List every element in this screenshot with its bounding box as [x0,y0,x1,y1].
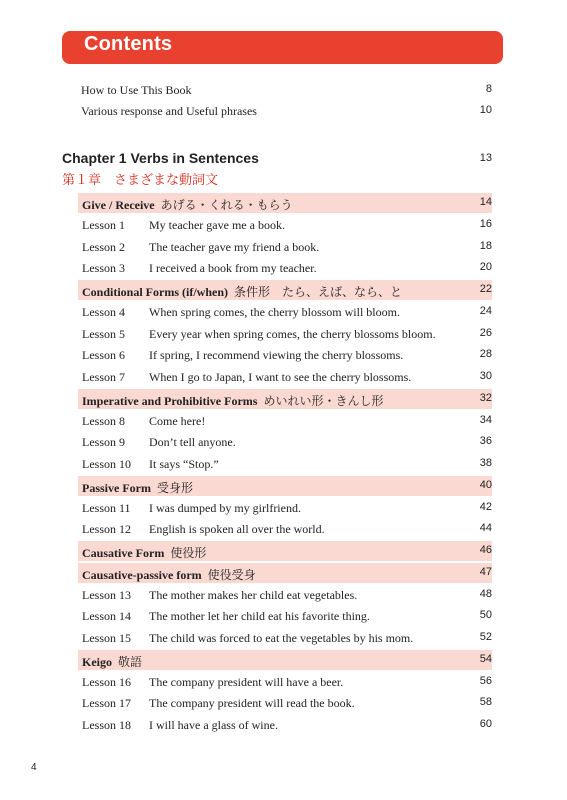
toc-section-row[interactable] [78,280,492,300]
page-ref: 56 [479,674,492,687]
toc-entry-how-to-use[interactable] [81,81,492,101]
toc-section-row[interactable] [78,193,492,213]
page-ref: 26 [479,326,492,339]
toc-lesson-row[interactable] [78,237,492,257]
lesson-number: Lesson 7 [82,370,125,384]
section-title-en: Conditional Forms (if/when) [82,285,229,299]
lesson-number: Lesson 16 [82,674,131,689]
section-title [82,566,256,583]
lesson-title: When spring comes, the cherry blossom will bloom. [149,304,400,319]
toc-lesson-row[interactable] [78,302,492,322]
section-title [82,653,142,670]
toc-lesson-row[interactable] [78,498,492,518]
lesson-title: I received a book from my teacher. [149,261,317,276]
page-title: Contents [84,33,173,55]
toc-section-row[interactable] [78,563,492,583]
lesson-title: If spring, I recommend viewing the cherry blossoms. [149,348,404,363]
page-ref: 32 [479,391,492,404]
chapter-page: 13 [479,152,492,164]
page-ref: 44 [479,522,492,535]
page-ref: 36 [479,435,492,448]
contents-header [62,31,503,64]
page-ref: 28 [479,348,492,361]
lesson-number: Lesson 5 [82,326,125,341]
lesson-number: Lesson 15 [82,631,131,645]
toc-lesson-row[interactable] [78,693,492,713]
section-title-en: Imperative and Prohibitive Forms [82,393,258,408]
toc-lesson-row[interactable] [78,715,492,735]
toc-entry-page: 8 [485,83,492,95]
toc-lesson-row[interactable] [78,519,492,539]
page-ref: 54 [479,652,492,665]
chapter-jp-title: 第１章 さまざまな動詞文 [62,172,219,187]
toc-lesson-row[interactable] [78,411,492,431]
lesson-title: Every year when spring comes, the cherry blossoms bloom. [149,326,436,341]
section-title [82,544,206,561]
section-title-jp: 条件形 たら、えば、なら、と [234,285,403,299]
lesson-title: The teacher gave my friend a book. [149,239,320,254]
toc-lesson-row[interactable] [78,585,492,605]
page-ref: 46 [479,544,492,556]
lesson-title: I was dumped by my girlfriend. [149,500,301,515]
section-title-jp: あげる・くれる・もらう [160,198,293,212]
section-title-en: Passive Form [82,480,151,495]
section-title [82,196,293,213]
chapter-title: Chapter 1 Verbs in Sentences [62,150,259,166]
toc-lesson-row[interactable] [78,367,492,387]
section-title-en: Keigo [82,654,112,669]
page-ref: 40 [479,478,492,491]
page-ref: 24 [479,304,492,317]
page-ref: 42 [479,500,492,513]
lesson-number: Lesson 13 [82,587,131,602]
toc-lesson-row[interactable] [78,258,492,278]
page-ref: 47 [479,565,492,578]
toc-section-row[interactable] [78,389,492,409]
page-ref: 38 [479,457,492,469]
lesson-title: The company president will have a beer. [149,674,344,689]
toc-section-row[interactable] [78,541,492,561]
page-ref: 14 [479,196,492,208]
lesson-number: Lesson 8 [82,413,125,428]
toc-lesson-row[interactable] [78,454,492,474]
toc-section-row[interactable] [78,476,492,496]
section-title-jp: 使役形 [170,546,207,560]
lesson-title: It says “Stop.” [149,457,219,471]
lesson-number: Lesson 3 [82,261,125,276]
page-ref: 60 [479,718,492,730]
lesson-title: I will have a glass of wine. [149,718,278,732]
section-title [82,479,193,496]
lesson-title: The company president will read the book. [149,696,355,711]
lesson-number: Lesson 6 [82,348,125,363]
toc-lesson-row[interactable] [78,432,492,452]
page-ref: 34 [479,413,492,426]
section-title-jp: めいれい形・きんし形 [263,393,384,408]
page-ref: 48 [479,587,492,600]
lesson-number: Lesson 12 [82,522,131,537]
section-title-en: Causative Form [82,546,165,560]
lesson-title: When I go to Japan, I want to see the cherry blossoms. [149,370,412,384]
page-ref: 22 [479,283,492,295]
section-title-jp: 使役受身 [207,567,256,582]
section-title-en: Causative-passive form [82,567,202,582]
lesson-title: Don’t tell anyone. [149,435,236,450]
toc-entry-title: How to Use This Book [81,83,192,97]
section-title-jp: 受身形 [156,480,193,495]
page-ref: 30 [479,370,492,382]
toc-entry-useful-phrases[interactable] [81,102,492,122]
toc-lesson-row[interactable] [78,628,492,648]
toc-lesson-row[interactable] [78,606,492,626]
lesson-number: Lesson 1 [82,217,125,232]
page-ref: 20 [479,261,492,274]
lesson-title: English is spoken all over the world. [149,522,325,537]
toc-lesson-row[interactable] [78,672,492,692]
page-ref: 52 [479,631,492,643]
lesson-number: Lesson 4 [82,304,125,319]
lesson-number: Lesson 11 [82,500,131,515]
lesson-number: Lesson 17 [82,696,131,711]
lesson-title: The mother makes her child eat vegetables. [149,587,358,602]
lesson-title: Come here! [149,413,206,428]
section-title [82,392,383,409]
lesson-title: My teacher gave me a book. [149,217,285,232]
toc-lesson-row[interactable] [78,215,492,235]
section-title-jp: 敬語 [118,654,143,669]
page-ref: 58 [479,696,492,709]
lesson-number: Lesson 18 [82,718,131,732]
toc-lesson-row[interactable] [78,324,492,344]
lesson-title: The mother let her child eat his favorite thing. [149,609,370,624]
section-title [82,283,402,300]
lesson-number: Lesson 2 [82,239,125,254]
page-ref: 16 [479,217,492,230]
lesson-number: Lesson 14 [82,609,131,624]
toc-section-row[interactable] [78,650,492,670]
toc-entry-title: Various response and Useful phrases [81,104,257,118]
page-number: 4 [31,762,37,773]
page-ref: 50 [479,609,492,622]
lesson-number: Lesson 9 [82,435,125,450]
lesson-number: Lesson 10 [82,457,131,471]
toc-lesson-row[interactable] [78,345,492,365]
page-ref: 18 [479,239,492,252]
toc-entry-page: 10 [479,104,492,116]
lesson-title: The child was forced to eat the vegetables by his mom. [149,631,414,645]
section-title-en: Give / Receive [82,198,155,212]
